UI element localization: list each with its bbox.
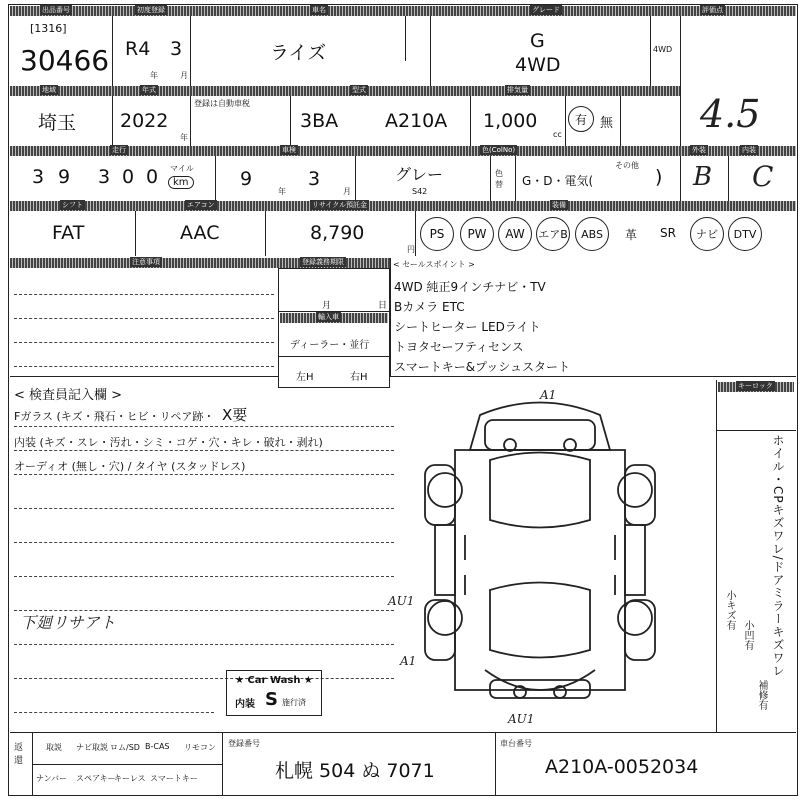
mark-au1-left: AU1 — [388, 594, 415, 608]
car-wash-grade: S — [265, 689, 278, 710]
header-name: 車名 — [312, 6, 326, 14]
side-note-vertical: ホイル・CPキズワレ/ドアミラーキズワレ — [771, 434, 785, 678]
left-hand: 左H — [296, 372, 314, 383]
mark-a1-left: A1 — [400, 654, 417, 668]
tag-remote: リモコン — [184, 743, 216, 752]
lot-number: 30466 — [20, 44, 110, 77]
recycle-unit: 円 — [407, 245, 415, 254]
header-ext: 外装 — [692, 146, 706, 154]
header-score: 評価点 — [702, 6, 723, 14]
import-bar — [280, 313, 388, 323]
reg-period-label: 登録義務期限 — [302, 258, 344, 266]
chassis-number: A210A-0052034 — [545, 756, 699, 778]
chassis-no-label: 車台番号 — [500, 739, 532, 748]
equip-navi: ナビ — [690, 217, 724, 251]
reg-no-label: 登録番号 — [228, 739, 260, 748]
car-wash-stamp — [226, 670, 322, 716]
reg-box — [278, 268, 390, 388]
exterior-grade: B — [693, 162, 713, 192]
equip-sr: SR — [660, 226, 676, 240]
mark-a1-top: A1 — [540, 388, 557, 402]
tag-bcas: B-CAS — [145, 742, 170, 751]
header-trans: シフト — [62, 201, 83, 209]
inspection-year: 9 — [240, 168, 253, 190]
ac: AAC — [180, 222, 220, 244]
year-note: 登録は自動車税 — [194, 99, 250, 108]
color-change-text: G・D・電気( — [522, 174, 594, 188]
sales-point-3: シートヒーター LEDライト — [394, 320, 541, 334]
tag-manual: 取説 — [46, 743, 62, 752]
color-name: グレー — [395, 165, 444, 184]
header-type: 型式 — [352, 86, 366, 94]
equip-aw: AW — [498, 217, 532, 251]
sales-point-2: Bカメラ ETC — [394, 300, 465, 314]
cc-value: 1,000 — [483, 110, 538, 132]
equip-airbag: エアB — [536, 217, 570, 251]
header-region: 地域 — [42, 86, 56, 94]
sales-points-label: < セールスポイント > — [393, 260, 475, 269]
score-value: 4.5 — [700, 92, 761, 136]
side-note-3: 補修有 — [756, 680, 767, 710]
header-equip: 装備 — [552, 201, 566, 209]
inspection-month: 3 — [308, 168, 321, 190]
header-year: 年式 — [142, 86, 156, 94]
key-lock-label: キーロック — [738, 382, 773, 390]
header-first: 初度登録 — [137, 6, 165, 14]
drive-tag: 4WD — [653, 45, 673, 54]
equip-ps: PS — [420, 217, 454, 251]
mileage-digit-5: 0 — [146, 166, 159, 188]
tag-navi-manual: ナビ取説 — [76, 743, 108, 752]
mileage-digit-2: 9 — [58, 166, 71, 188]
car-drive: 4WD — [515, 54, 561, 76]
side-note-2: 小凹有 — [742, 620, 753, 650]
equip-pw: PW — [460, 217, 494, 251]
reg-year-unit: 年 — [150, 71, 158, 80]
car-wash-suffix: 施行済 — [282, 698, 306, 707]
color-close: ) — [655, 166, 663, 188]
header-grade: グレード — [532, 6, 560, 14]
header-mileage: 走行 — [112, 146, 126, 154]
reg-era: R4 — [125, 38, 151, 60]
import-label: 輸入車 — [318, 313, 339, 321]
header-lot: 出品番号 — [42, 6, 70, 14]
color-code: S42 — [412, 187, 428, 196]
header-bar-row2 — [10, 86, 680, 96]
plate-number: 札幌 504 ぬ 7071 — [275, 760, 435, 782]
car-grade: G — [530, 30, 545, 52]
reg-month: 月 — [322, 301, 332, 311]
cc-unit: cc — [553, 130, 562, 139]
color-change-label: 色替 — [495, 169, 503, 189]
reg-day: 日 — [378, 301, 388, 311]
turbo-no: 無 — [600, 116, 614, 131]
region: 埼玉 — [38, 112, 77, 134]
turbo-yes: 有 — [568, 106, 594, 132]
inspector-line-audio: オーディオ (無し・穴) / タイヤ (スタッドレス) — [14, 460, 246, 473]
recycle-value: 8,790 — [310, 222, 365, 244]
inspector-line-fglass: Fガラス (キズ・飛石・ヒビ・リペア跡・ — [14, 410, 215, 423]
color-other: その他 — [615, 161, 639, 170]
header-bar-row5 — [10, 258, 390, 268]
sales-point-4: トヨタセーフティセンス — [394, 340, 524, 354]
bottom-label: 返還 — [14, 743, 24, 766]
mileage-digit-3: 3 — [98, 166, 111, 188]
mark-au1-bottom: AU1 — [508, 712, 535, 726]
header-recycle: リサイクル預託金 — [312, 201, 368, 209]
handwritten-under: 下廻リサアト — [20, 613, 116, 632]
equip-leather: 革 — [625, 228, 638, 242]
trans: FAT — [52, 222, 85, 244]
model-chassis: A210A — [385, 110, 448, 132]
right-hand: 右H — [350, 372, 368, 383]
sales-point-1: 4WD 純正9インチナビ・TV — [394, 280, 546, 294]
header-color: 色(ColNo) — [482, 146, 516, 154]
fglass-mark: X要 — [222, 406, 248, 424]
header-int: 内装 — [742, 146, 756, 154]
header-cc: 排気量 — [507, 86, 528, 94]
reg-month-unit: 月 — [180, 71, 188, 80]
inspection-month-unit: 月 — [343, 187, 351, 196]
tag-number: ナンバー — [36, 774, 68, 783]
tag-spare-key: スペアキー — [76, 774, 116, 783]
lot-bracket: [1316] — [30, 22, 67, 35]
notes-label: 注意事項 — [132, 258, 160, 266]
tag-keyless: キーレス — [114, 774, 146, 783]
inspection-year-unit: 年 — [278, 187, 286, 196]
header-bar-row3 — [10, 146, 796, 156]
model-code: 3BA — [300, 110, 339, 132]
mileage-unit-km: km — [168, 176, 194, 189]
mileage-unit-mile: マイル — [170, 164, 194, 173]
equip-abs: ABS — [575, 217, 609, 251]
inspector-line-interior: 内装 (キズ・スレ・汚れ・シミ・コゲ・穴・キレ・破れ・剥れ) — [14, 436, 323, 449]
interior-grade: C — [752, 160, 774, 193]
header-inspection: 車検 — [282, 146, 296, 154]
car-wash-int: 内装 — [235, 699, 255, 710]
equip-dtv: DTV — [728, 217, 762, 251]
year-value: 2022 — [120, 110, 169, 132]
dealer-import: ディーラー・並行 — [290, 340, 370, 351]
car-name: ライズ — [270, 42, 327, 64]
car-wash-title: ★ Car Wash ★ — [235, 675, 313, 686]
tag-smart-key: スマートキー — [150, 774, 198, 783]
side-note-1: 小キズ有 — [724, 590, 735, 630]
mileage-digit-4: 0 — [122, 166, 135, 188]
header-bar-row1 — [10, 6, 796, 16]
car-diagram — [410, 390, 670, 730]
header-ac: エアコン — [187, 201, 215, 209]
year-unit: 年 — [180, 133, 188, 142]
tag-rom-sd: ロム/SD — [110, 743, 140, 752]
sales-point-5: スマートキー&プッシュスタート — [394, 360, 571, 374]
reg-month: 3 — [170, 38, 183, 60]
mileage-digit-1: 3 — [32, 166, 45, 188]
inspector-title: < 検査員記入欄 > — [14, 388, 123, 403]
header-bar-row4 — [10, 201, 796, 211]
key-lock-bar — [718, 382, 794, 392]
